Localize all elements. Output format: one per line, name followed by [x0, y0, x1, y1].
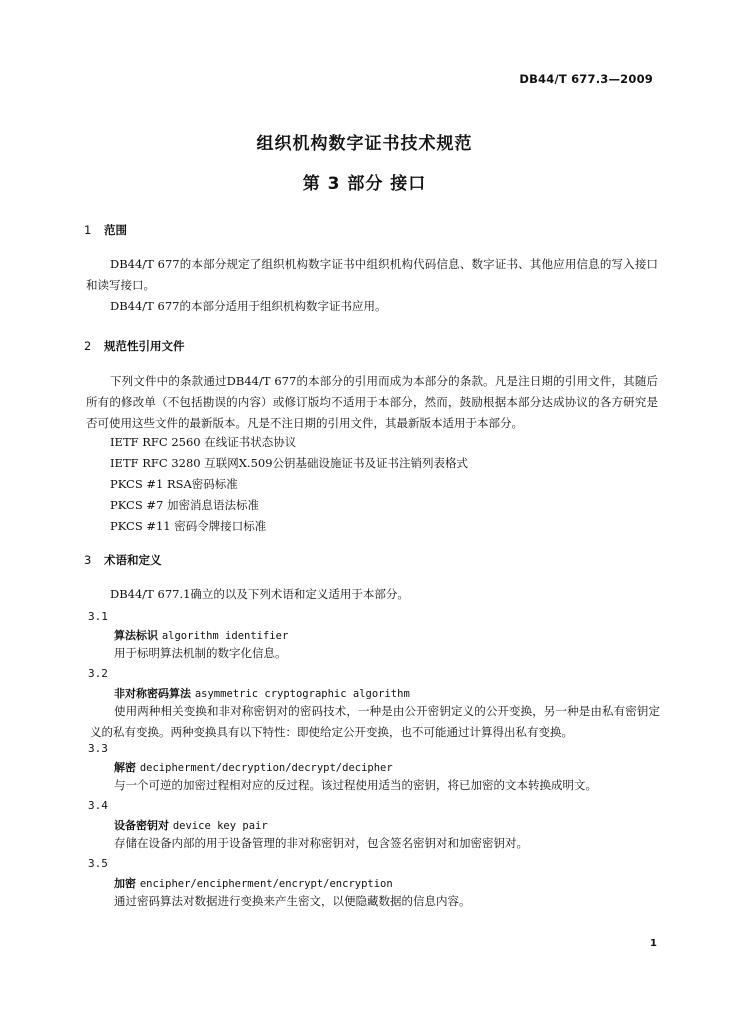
section-title: 规范性引用文件	[104, 339, 185, 353]
reference-item: PKCS #7 加密消息语法标准	[110, 498, 259, 512]
term-english: encipher/encipherment/encrypt/encryption	[139, 878, 393, 890]
clause-number: 3.3	[88, 742, 108, 755]
reference-item: PKCS #1 RSA密码标准	[110, 477, 238, 491]
standard-code: DB44/T 677.3—2009	[519, 72, 653, 86]
reference-item: PKCS #11 密码令牌接口标准	[110, 519, 267, 533]
term-chinese: 解密	[114, 761, 136, 774]
document-subtitle: 第 3 部分 接口	[302, 174, 427, 194]
section-number: 1	[84, 223, 92, 237]
section-title: 术语和定义	[104, 553, 162, 567]
paragraph: DB44/T 677的本部分规定了组织机构数字证书中组织机构代码信息、数字证书、其他应用信息的写入接口和读写接口。	[86, 257, 658, 292]
term-english: device key pair	[172, 820, 268, 832]
section-2-heading	[84, 338, 185, 354]
term-definition: 用于标明算法机制的数字化信息。	[114, 646, 287, 660]
term-definition: 使用两种相关变换和非对称密钥对的密码技术，一种是由公开密钥定义的公开变换，另一种是由私有密钥定义的私有变换。两种变换具有以下特性：即使给定公开变换，也不可能通过计算得出私有变换。	[90, 704, 660, 739]
term-definition: 通过密码算法对数据进行变换来产生密文，以便隐藏数据的信息内容。	[114, 894, 471, 908]
term-english: algorithm identifier	[161, 630, 289, 642]
term-heading	[114, 759, 393, 775]
section-title: 范围	[104, 223, 127, 237]
term-heading	[114, 875, 393, 891]
paragraph: 下列文件中的条款通过DB44/T 677的本部分的引用而成为本部分的条款。凡是注日期的引用文件，其随后所有的修改单（不包括勘误的内容）或修订版均不适用于本部分，然而，鼓励根据本部分达成协议的各方研究是否可使用这些文件的最新版本。凡是不注日期的引用文件，其最新版本适用于本部分。	[86, 374, 658, 430]
term-english: decipherment/decryption/decrypt/decipher	[139, 762, 393, 774]
reference-item: IETF RFC 3280 互联网X.509公钥基础设施证书及证书注销列表格式	[110, 456, 469, 470]
term-heading	[114, 627, 288, 643]
term-english: asymmetric cryptographic algorithm	[194, 688, 410, 700]
page-number: 1	[650, 938, 657, 949]
section-1-heading	[84, 222, 127, 238]
section-number: 2	[84, 339, 92, 353]
term-chinese: 算法标识	[114, 629, 158, 642]
paragraph: DB44/T 677的本部分适用于组织机构数字证书应用。	[110, 299, 387, 313]
clause-number: 3.1	[88, 610, 108, 623]
section-number: 3	[84, 553, 92, 567]
paragraph: DB44/T 677.1确立的以及下列术语和定义适用于本部分。	[110, 587, 409, 601]
term-chinese: 加密	[114, 877, 136, 890]
term-definition: 存储在设备内部的用于设备管理的非对称密钥对，包含签名密钥对和加密密钥对。	[114, 836, 528, 850]
section-3-heading	[84, 552, 162, 568]
term-chinese: 设备密钥对	[114, 819, 169, 832]
term-heading	[114, 685, 410, 701]
term-heading	[114, 817, 268, 833]
term-chinese: 非对称密码算法	[114, 687, 191, 700]
document-title: 组织机构数字证书技术规范	[256, 134, 473, 154]
term-definition: 与一个可逆的加密过程相对应的反过程。该过程使用适当的密钥，将已加密的文本转换成明文。	[114, 778, 597, 792]
clause-number: 3.2	[88, 667, 108, 680]
clause-number: 3.4	[88, 799, 108, 812]
reference-item: IETF RFC 2560 在线证书状态协议	[110, 435, 297, 449]
clause-number: 3.5	[88, 857, 108, 870]
